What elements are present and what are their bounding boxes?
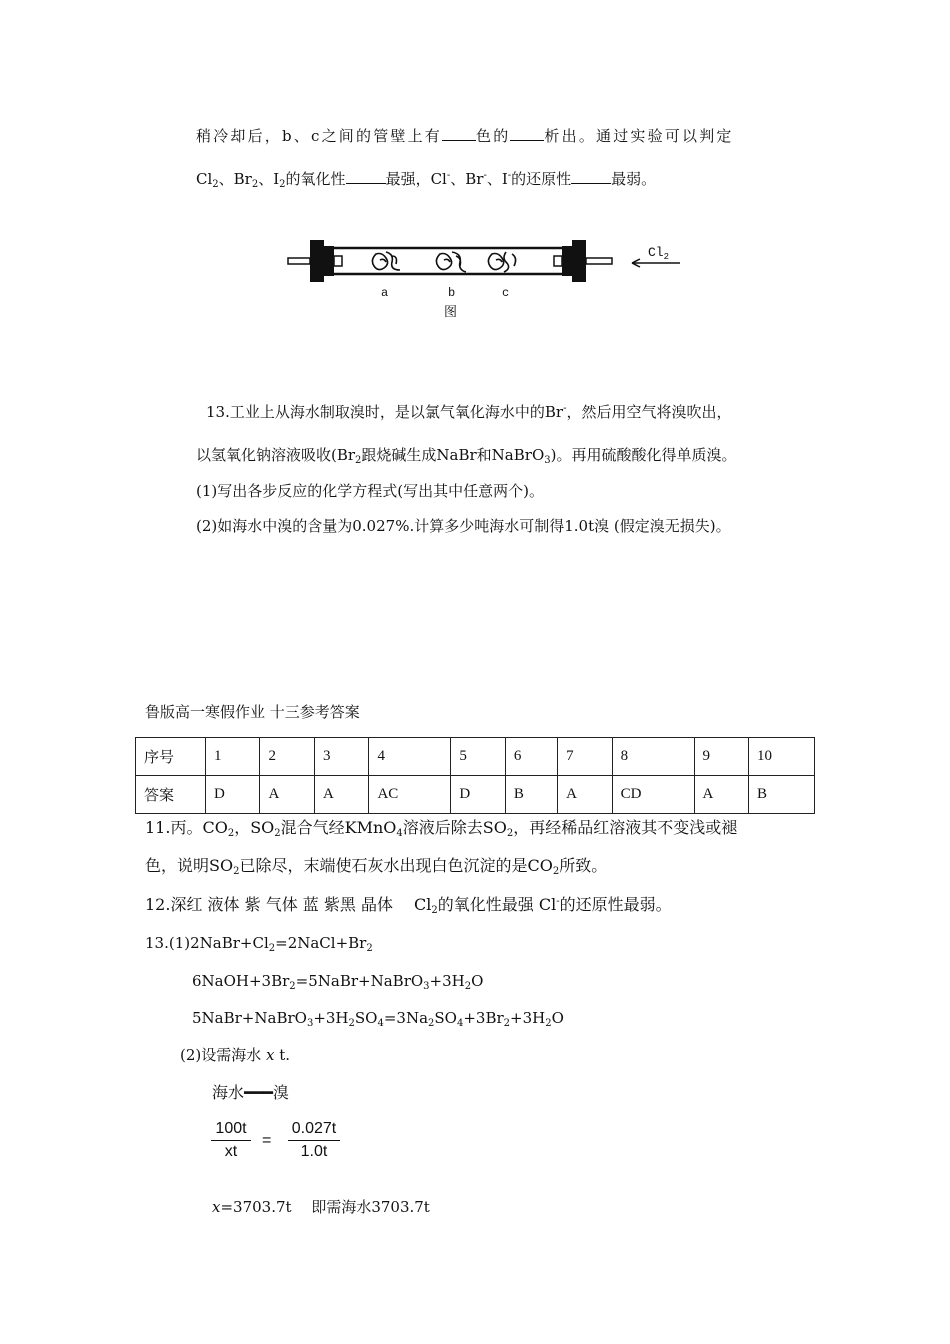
substance-c-icon	[488, 252, 515, 272]
table-cell: 1	[206, 738, 260, 776]
label-c: c	[502, 286, 510, 300]
left-stopper	[310, 240, 324, 282]
table-cell: A	[260, 776, 314, 814]
answer-13-part-2: (2)设需海水 x t.	[180, 1046, 291, 1064]
q13-line-4: (2)如海水中溴的含量为0.027%.计算多少吨海水可制得1.0t溴 (假定溴无损失)。	[196, 517, 731, 535]
answer-13-eq-2: $6NaOH+3Br_2=5NaBr+NaBrO_3+3H_2O$	[192, 972, 484, 992]
table-cell: 4	[369, 738, 451, 776]
right-stopper	[562, 246, 572, 276]
tube-apparatus-figure	[282, 232, 702, 332]
blank-4	[571, 169, 611, 184]
table-cell: 6	[505, 738, 557, 776]
table-cell: B	[749, 776, 815, 814]
table-cell: A	[314, 776, 368, 814]
answer-12: 12.深红 液体 紫 气体 蓝 紫黑 晶体 $Cl_2$的氧化性最强 Cl-的还原性最弱。	[145, 895, 672, 916]
q12-line-1: 稍冷却后，b、c之间的管壁上有 色的 析出。通过实验可以判定	[196, 127, 734, 145]
gas-label: $Cl_2$	[648, 245, 670, 262]
table-cell: 3	[314, 738, 368, 776]
blank-1	[442, 126, 476, 141]
equals-sign: =	[262, 1132, 272, 1149]
answer-13-eq-3: $5NaBr+NaBrO_3+3H_2SO_4=3Na_2SO_4+3Br_2+3H_2O$	[192, 1009, 564, 1029]
table-row	[136, 738, 815, 776]
label-a: a	[381, 286, 389, 300]
table-cell: 答案	[136, 776, 206, 814]
label-b: b	[448, 286, 456, 300]
table-cell: A	[694, 776, 748, 814]
answer-11-line-1: 11.丙。$CO_2$，$SO_2$混合气经KMnO$_4$溶液后除去$SO_2$，再经稀品红溶液其不变浅或褪	[145, 818, 738, 839]
answer-table	[135, 737, 815, 814]
blank-2	[510, 126, 544, 141]
answer-13-eq-1: $13.(1)2NaBr+Cl_2=2NaCl+Br_2$	[145, 934, 373, 954]
table-cell: B	[505, 776, 557, 814]
table-cell: 2	[260, 738, 314, 776]
substance-a-icon	[372, 252, 400, 270]
fraction-left: 100t xt	[211, 1120, 251, 1161]
table-cell: AC	[369, 776, 451, 814]
answer-13-relation: 海水━━━溴	[212, 1083, 289, 1102]
substance-b-icon	[436, 252, 466, 272]
table-cell: 10	[749, 738, 815, 776]
table-cell: 9	[694, 738, 748, 776]
table-row	[136, 776, 815, 814]
answer-13-result: x=3703.7t 即需海水3703.7t	[212, 1198, 430, 1216]
table-cell: 8	[612, 738, 694, 776]
table-cell: 序号	[136, 738, 206, 776]
table-cell: A	[558, 776, 612, 814]
q13-line-3: (1)写出各步反应的化学方程式(写出其中任意两个)。	[196, 482, 544, 500]
blank-3	[346, 169, 386, 184]
figure-caption: 图	[444, 305, 458, 320]
answers-title: 鲁版高一寒假作业 十三参考答案	[145, 703, 360, 721]
q12-line-2: $Cl_2$、$Br_2$、$I_2$的氧化性 最强，Cl-、Br-、I-的还原性 最弱。	[196, 170, 657, 190]
table-cell: 5	[451, 738, 505, 776]
answer-11-line-2: 色，说明$SO_2$已除尽，末端使石灰水出现白色沉淀的是$CO_2$所致。	[145, 856, 608, 877]
table-cell: D	[206, 776, 260, 814]
table-cell: 7	[558, 738, 612, 776]
table-cell: D	[451, 776, 505, 814]
q13-line-2: 以氢氧化钠溶液吸收($Br_2$跟烧碱生成NaBr和NaBrO$_3$)。再用硫酸酸化得单质溴。	[196, 446, 737, 466]
q13-line-1: 13.工业上从海水制取溴时，是以氯气氧化海水中的Br-，然后用空气将溴吹出，	[206, 403, 732, 421]
table-cell: CD	[612, 776, 694, 814]
fraction-right: 0.027t 1.0t	[288, 1120, 340, 1161]
